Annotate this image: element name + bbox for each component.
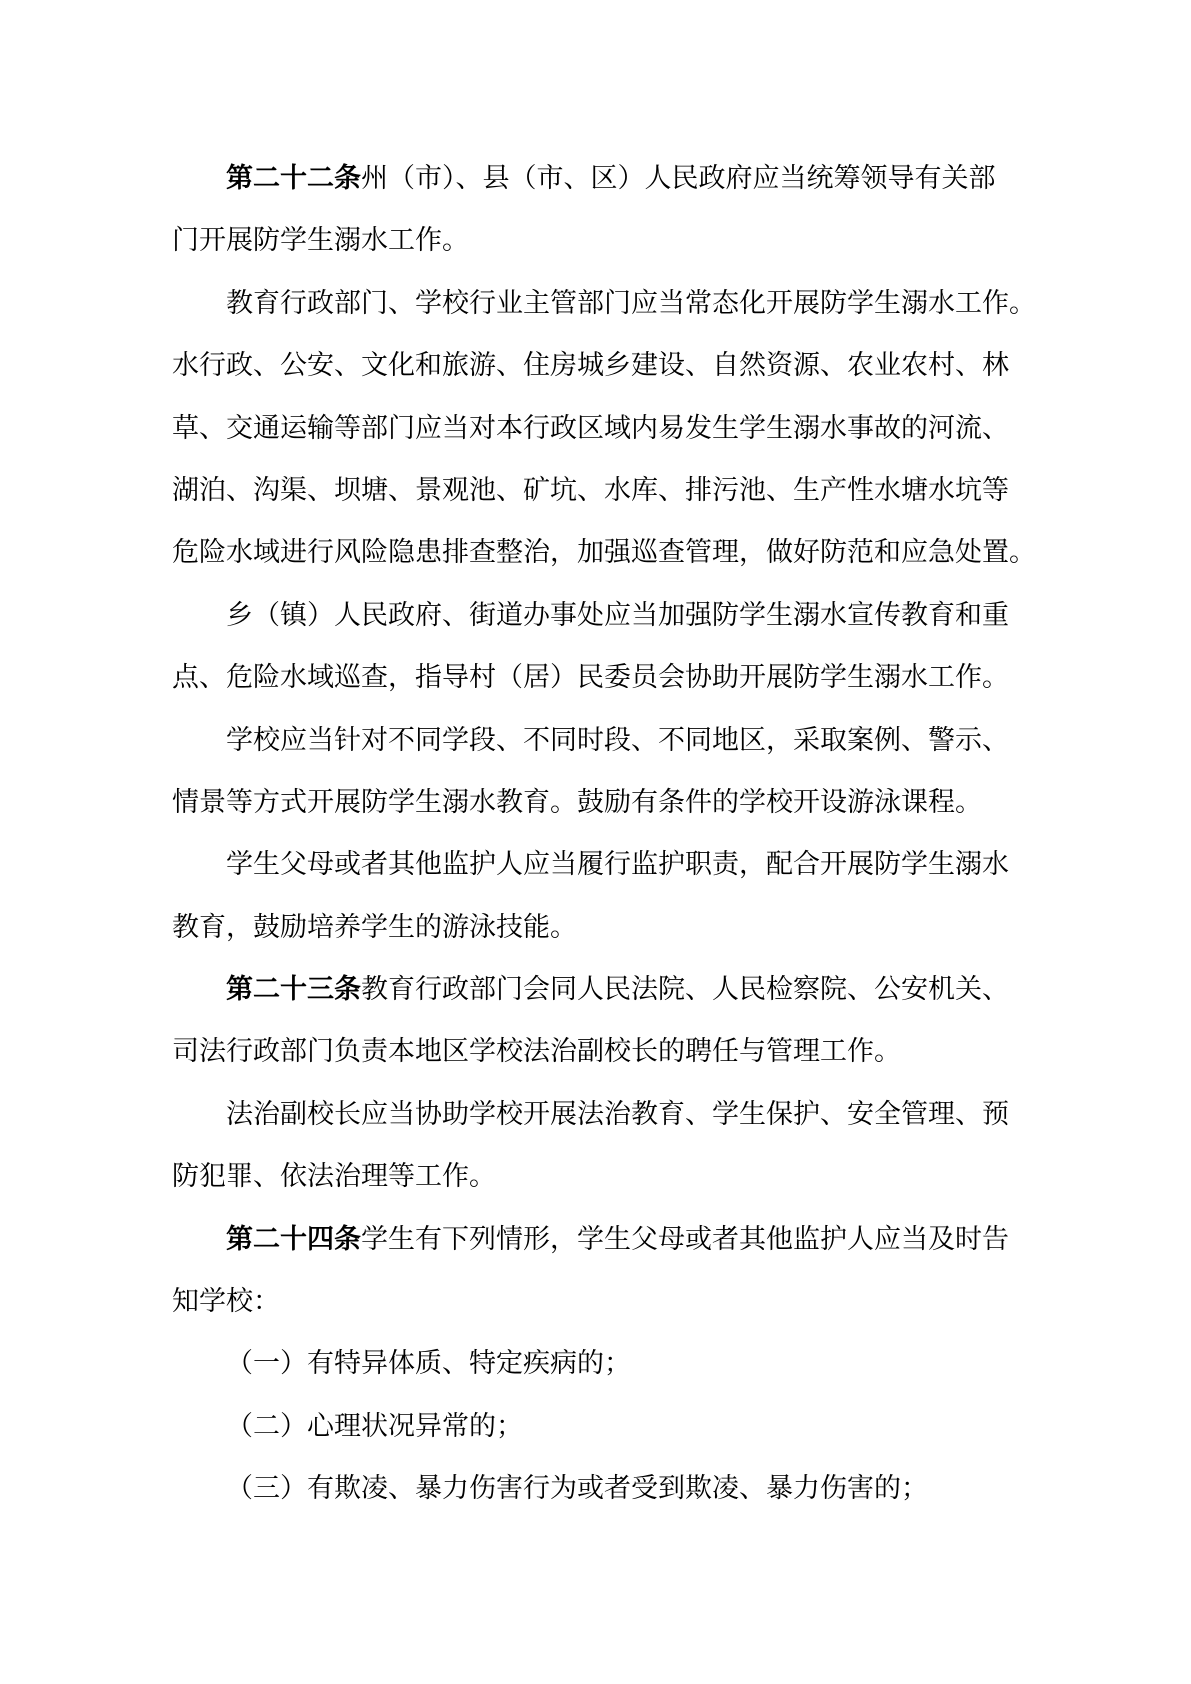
body-text: 教育行政部门、学校行业主管部门应当常态化开展防学生溺水工作。 [226,287,1036,318]
text-line [172,1020,1010,1082]
body-text: 情景等方式开展防学生溺水教育。鼓励有条件的学校开设游泳课程。 [172,786,982,817]
paragraph-article-22-paragraph-2 [172,272,1036,584]
text-line [172,646,1010,708]
paragraph-article-24 [172,1208,1010,1333]
text-line [172,1332,1010,1394]
text-line [172,334,1010,396]
text-line [172,709,1010,771]
text-line [172,771,1010,833]
text-line [172,958,1010,1020]
paragraph-article-22-paragraph-5 [172,833,1010,958]
document-body [172,147,1036,1520]
body-text: 危险水域进行风险隐患排查整治，加强巡查管理，做好防范和应急处置。 [172,537,1036,568]
body-text: 教育行政部门会同人民法院、人民检察院、公安机关、 [361,974,1009,1005]
text-line [172,459,1010,521]
text-line [172,521,1036,583]
paragraph-article-24-item-3 [172,1457,1010,1519]
text-line [172,272,1036,334]
text-line [172,1395,1010,1457]
body-text: 知学校： [172,1286,280,1317]
body-text: 水行政、公安、文化和旅游、住房城乡建设、自然资源、农业农村、林 [172,350,1009,381]
paragraph-article-22-paragraph-4 [172,709,1010,834]
body-text: （三）有欺凌、暴力伤害行为或者受到欺凌、暴力伤害的； [226,1473,928,1504]
text-line [172,1208,1010,1270]
body-text: 司法行政部门负责本地区学校法治副校长的聘任与管理工作。 [172,1036,901,1067]
article-number: 第二十二条 [226,163,361,193]
text-line [172,833,1010,895]
body-text: 乡（镇）人民政府、街道办事处应当加强防学生溺水宣传教育和重 [226,599,1009,630]
paragraph-article-24-item-2 [172,1395,1010,1457]
body-text: 防犯罪、依法治理等工作。 [172,1161,496,1192]
body-text: 法治副校长应当协助学校开展法治教育、学生保护、安全管理、预 [226,1098,1009,1129]
body-text: 教育，鼓励培养学生的游泳技能。 [172,911,577,942]
paragraph-article-22 [172,147,1010,272]
text-line [172,1270,1010,1332]
body-text: 门开展防学生溺水工作。 [172,225,469,256]
text-line [172,209,1010,271]
body-text: 点、危险水域巡查，指导村（居）民委员会协助开展防学生溺水工作。 [172,662,1009,693]
article-number: 第二十四条 [226,1223,361,1254]
text-line [172,1083,1010,1145]
body-text: 学生父母或者其他监护人应当履行监护职责，配合开展防学生溺水 [226,849,1009,880]
body-text: 湖泊、沟渠、坝塘、景观池、矿坑、水库、排污池、生产性水塘水坑等 [172,474,1009,505]
body-text: 州（市）、县（市、区）人民政府应当统筹领导有关部 [361,163,996,193]
paragraph-article-22-paragraph-3 [172,584,1010,709]
text-line [172,584,1010,646]
body-text: （一）有特异体质、特定疾病的； [226,1348,631,1379]
paragraph-article-23 [172,958,1010,1083]
article-number: 第二十三条 [226,974,361,1005]
paragraph-article-23-paragraph-2 [172,1083,1010,1208]
text-line [172,1457,1010,1519]
text-line [172,397,1010,459]
text-line [172,147,1010,209]
body-text: 学生有下列情形，学生父母或者其他监护人应当及时告 [361,1223,1009,1254]
body-text: （二）心理状况异常的； [226,1410,523,1441]
text-line [172,896,1010,958]
body-text: 草、交通运输等部门应当对本行政区域内易发生学生溺水事故的河流、 [172,412,1009,443]
body-text: 学校应当针对不同学段、不同时段、不同地区，采取案例、警示、 [226,724,1009,755]
text-line [172,1145,1010,1207]
paragraph-article-24-item-1 [172,1332,1010,1394]
